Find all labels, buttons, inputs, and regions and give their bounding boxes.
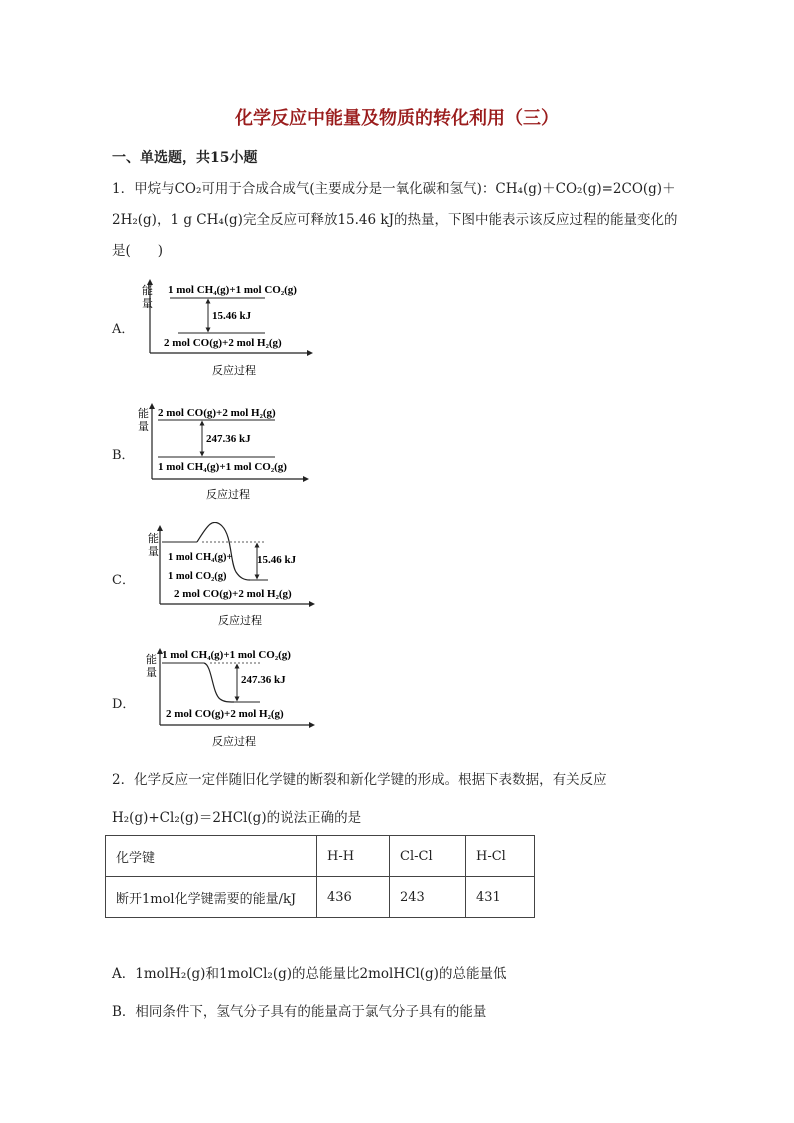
- table-cell: 431: [466, 877, 535, 918]
- level-top-label: 1 mol CH₄(g)+1 mol CO₂(g): [162, 649, 291, 661]
- x-axis-label: 反应过程: [212, 365, 256, 377]
- delta-label: 15.46 kJ: [212, 310, 252, 322]
- table-cell: 243: [390, 877, 466, 918]
- question-2-line-2: H₂(g)+Cl₂(g)＝2HCl(g)的说法正确的是: [112, 810, 362, 826]
- question-1-line-2: 2H₂(g)，1 g CH₄(g)完全反应可释放15.46 kJ的热量，下图中能表示该反应过程的能量变化的: [112, 212, 678, 228]
- option-d-label[interactable]: D．: [112, 697, 136, 712]
- y-axis-label-2: 量: [148, 546, 159, 558]
- product-label: 2 mol CO(g)+2 mol H₂(g): [174, 588, 292, 600]
- table-cell: 断开1mol化学键需要的能量/kJ: [106, 877, 317, 918]
- section-heading: 一、单选题，共15小题: [112, 150, 258, 166]
- option-c-diagram: [140, 522, 320, 630]
- option-b-label[interactable]: B．: [112, 448, 135, 463]
- option-a-label[interactable]: A．: [112, 322, 135, 337]
- page-title: 化学反应中能量及物质的转化利用（三）: [235, 108, 559, 129]
- x-axis-label: 反应过程: [218, 615, 262, 627]
- option-b-diagram: [130, 402, 310, 504]
- y-axis-label-2: 量: [142, 298, 153, 310]
- table-cell: H-Cl: [466, 836, 535, 877]
- bond-energy-table: [105, 835, 535, 918]
- x-axis-label: 反应过程: [206, 489, 250, 501]
- y-axis-label-1: 能: [148, 533, 159, 545]
- delta-label: 15.46 kJ: [257, 554, 297, 566]
- y-axis-label-2: 量: [138, 421, 149, 433]
- question-2-option-b[interactable]: B．相同条件下，氢气分子具有的能量高于氯气分子具有的能量: [112, 1004, 487, 1020]
- level-bottom-label: 2 mol CO(g)+2 mol H₂(g): [166, 708, 284, 720]
- y-axis-label-1: 能: [138, 408, 149, 420]
- reactant-label-1: 1 mol CH₄(g)+: [168, 552, 233, 563]
- table-row: [106, 836, 535, 877]
- level-top-label: 2 mol CO(g)+2 mol H₂(g): [158, 407, 276, 419]
- question-1-line-1: 1．甲烷与CO₂可用于合成合成气(主要成分是一氧化碳和氢气)：CH₄(g)＋CO₂(g)=2CO(g)＋: [112, 181, 676, 197]
- table-cell: 化学键: [106, 836, 317, 877]
- y-axis-label-2: 量: [146, 667, 157, 679]
- level-top-label: 1 mol CH₄(g)+1 mol CO₂(g): [168, 284, 297, 296]
- y-axis-label-1: 能: [142, 285, 153, 297]
- energy-curve: [204, 663, 234, 702]
- question-2-option-a[interactable]: A．1molH₂(g)和1molCl₂(g)的总能量比2molHCl(g)的总能量低: [112, 966, 507, 982]
- x-axis-label: 反应过程: [212, 736, 256, 748]
- delta-label: 247.36 kJ: [241, 674, 286, 686]
- question-2-line-1: 2．化学反应一定伴随旧化学键的断裂和新化学键的形成。根据下表数据，有关反应: [112, 772, 607, 788]
- reactant-label-2: 1 mol CO₂(g): [168, 571, 227, 582]
- level-bottom-label: 1 mol CH₄(g)+1 mol CO₂(g): [158, 461, 287, 473]
- table-row: [106, 877, 535, 918]
- table-cell: 436: [317, 877, 390, 918]
- y-axis-label-1: 能: [146, 654, 157, 666]
- option-d-diagram: [140, 645, 320, 751]
- table-cell: Cl-Cl: [390, 836, 466, 877]
- level-bottom-label: 2 mol CO(g)+2 mol H₂(g): [164, 337, 282, 349]
- option-a-diagram: [140, 278, 320, 378]
- question-1-line-3: 是( ): [112, 243, 164, 259]
- delta-label: 247.36 kJ: [206, 433, 251, 445]
- option-c-label[interactable]: C．: [112, 573, 135, 588]
- table-cell: H-H: [317, 836, 390, 877]
